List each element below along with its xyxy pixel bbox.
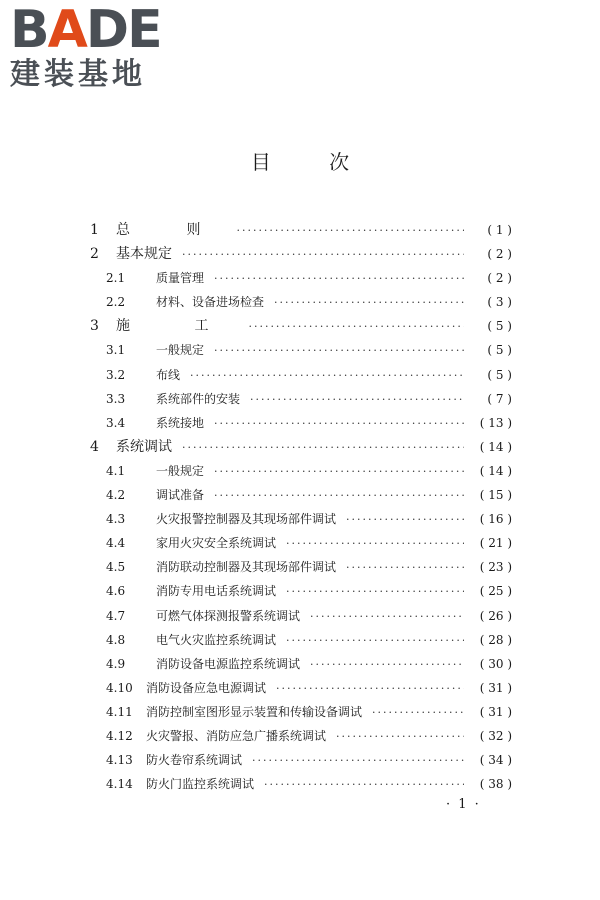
toc-leader-dots xyxy=(286,629,464,653)
toc-entry[interactable] xyxy=(86,652,512,676)
toc-entry-page: ( 14 ) xyxy=(479,463,512,478)
toc-entry-title: 布线 xyxy=(156,367,181,382)
toc-entry-title: 消防专用电话系统调试 xyxy=(156,584,277,599)
toc-entry[interactable] xyxy=(86,338,512,362)
toc-entry[interactable] xyxy=(86,314,512,338)
toc-entry-title: 调试准备 xyxy=(156,488,205,503)
toc-entry[interactable] xyxy=(86,555,512,579)
toc-entry-page: ( 16 ) xyxy=(479,512,512,527)
toc-entry-number: 4.2 xyxy=(106,488,126,503)
toc-entry-number: 4 xyxy=(90,438,99,455)
toc-entry-title: 系统接地 xyxy=(156,415,205,430)
page-number: · 1 · xyxy=(446,797,481,812)
toc-leader-dots xyxy=(214,484,464,508)
toc-entry-number: 2.2 xyxy=(106,295,126,310)
toc-leader-dots xyxy=(346,508,464,532)
toc-entry-number: 4.3 xyxy=(106,512,126,527)
toc-entry[interactable] xyxy=(86,459,512,483)
toc-entry-page: ( 32 ) xyxy=(479,728,512,743)
toc-entry-number: 3.3 xyxy=(106,391,126,406)
toc-entry-title: 防火门监控系统调试 xyxy=(146,777,255,792)
page-title: 目 次 xyxy=(250,150,376,174)
toc-entry[interactable] xyxy=(86,290,512,314)
toc-entry-title: 一般规定 xyxy=(156,463,205,478)
toc-entry-title: 消防控制室图形显示装置和传输设备调试 xyxy=(146,704,363,719)
toc-entry-page: ( 2 ) xyxy=(487,271,512,286)
toc-leader-dots xyxy=(214,460,464,484)
logo-letter-a: A xyxy=(47,0,86,60)
toc-entry[interactable] xyxy=(86,700,512,724)
toc-entry[interactable] xyxy=(86,604,512,628)
toc-entry-page: ( 31 ) xyxy=(479,704,512,719)
toc-leader-dots xyxy=(236,219,464,243)
toc-leader-dots xyxy=(276,677,464,701)
toc-entry-title: 电气火灾监控系统调试 xyxy=(156,632,277,647)
toc-leader-dots xyxy=(214,339,464,363)
logo-subtitle: 建装基地 xyxy=(10,57,146,92)
toc-leader-dots xyxy=(264,773,464,797)
toc-entry-title: 家用火灾安全系统调试 xyxy=(156,536,277,551)
toc-entry[interactable] xyxy=(86,363,512,387)
toc-entry-title: 总 则 xyxy=(116,222,227,238)
toc-entry[interactable] xyxy=(86,242,512,266)
toc-entry-number: 4.5 xyxy=(106,560,126,575)
toc-entry[interactable] xyxy=(86,411,512,435)
toc-entry-title: 可燃气体探测报警系统调试 xyxy=(156,608,301,623)
toc-entry[interactable] xyxy=(86,266,512,290)
toc-entry[interactable] xyxy=(86,748,512,772)
toc-entry-number: 2.1 xyxy=(106,271,126,286)
toc-entry-title: 系统部件的安装 xyxy=(156,391,241,406)
logo-letter-e: E xyxy=(127,0,161,60)
toc-leader-dots xyxy=(310,605,464,629)
toc-entry-page: ( 15 ) xyxy=(479,488,512,503)
toc-entry-number: 3.4 xyxy=(106,415,126,430)
toc-entry-page: ( 21 ) xyxy=(479,536,512,551)
toc-leader-dots xyxy=(252,749,464,773)
toc-entry-title: 火灾报警控制器及其现场部件调试 xyxy=(156,512,337,527)
toc-entry-page: ( 34 ) xyxy=(479,753,512,768)
toc-entry-title: 消防联动控制器及其现场部件调试 xyxy=(156,560,337,575)
toc-entry-number: 2 xyxy=(90,246,99,263)
toc-entry-title: 基本规定 xyxy=(116,246,172,263)
toc-entry-number: 4.12 xyxy=(106,728,133,743)
toc-entry-title: 消防设备应急电源调试 xyxy=(146,680,267,695)
toc-entry-number: 1 xyxy=(90,222,99,238)
toc-entry[interactable] xyxy=(86,579,512,603)
logo-letter-b: B xyxy=(10,0,48,60)
toc-entry-number: 3.2 xyxy=(106,367,126,382)
toc-entry-number: 4.6 xyxy=(106,584,126,599)
toc-entry-title: 火灾警报、消防应急广播系统调试 xyxy=(146,728,327,743)
toc-entry-number: 4.10 xyxy=(106,680,133,695)
toc-entry-number: 4.9 xyxy=(106,656,126,671)
toc-entry-number: 4.8 xyxy=(106,632,126,647)
toc-leader-dots xyxy=(336,725,464,749)
toc-entry-title: 消防设备电源监控系统调试 xyxy=(156,656,301,671)
toc-entry-title: 施 工 xyxy=(116,318,239,335)
toc-entry-title: 防火卷帘系统调试 xyxy=(146,753,243,768)
toc-leader-dots xyxy=(250,388,464,412)
toc-leader-dots xyxy=(214,267,464,291)
logo-letter-d: D xyxy=(85,0,128,60)
toc-leader-dots xyxy=(214,412,464,436)
toc-entry-page: ( 38 ) xyxy=(479,777,512,792)
toc-entry-page: ( 5 ) xyxy=(487,367,512,382)
toc-entry[interactable] xyxy=(86,772,512,796)
toc-entry-page: ( 5 ) xyxy=(487,319,512,334)
toc-entry[interactable] xyxy=(86,218,512,242)
toc-entry-number: 4.1 xyxy=(106,463,126,478)
toc-entry-page: ( 2 ) xyxy=(487,247,512,262)
toc-entry-page: ( 1 ) xyxy=(487,223,512,237)
toc-leader-dots xyxy=(182,436,464,460)
toc-leader-dots xyxy=(346,556,464,580)
toc-entry[interactable] xyxy=(86,483,512,507)
toc-entry[interactable] xyxy=(86,435,512,459)
toc-entry-page: ( 28 ) xyxy=(479,632,512,647)
toc-entry-number: 3 xyxy=(90,318,99,335)
toc-entry-page: ( 30 ) xyxy=(479,656,512,671)
toc-entry-page: ( 5 ) xyxy=(487,343,512,358)
toc-entry-title: 材料、设备进场检查 xyxy=(156,295,265,310)
toc-leader-dots xyxy=(372,701,464,725)
bade-logo xyxy=(10,0,175,92)
toc-entry-title: 一般规定 xyxy=(156,343,205,358)
toc-entry-page: ( 26 ) xyxy=(479,608,512,623)
toc-leader-dots xyxy=(190,364,464,388)
table-of-contents xyxy=(86,218,512,796)
toc-entry-page: ( 31 ) xyxy=(479,680,512,695)
toc-entry-number: 3.1 xyxy=(106,343,126,358)
toc-entry-title: 质量管理 xyxy=(156,271,205,286)
toc-entry-page: ( 3 ) xyxy=(487,295,512,310)
toc-entry[interactable] xyxy=(86,676,512,700)
toc-entry-title: 系统调试 xyxy=(116,438,172,455)
toc-leader-dots xyxy=(248,315,464,339)
toc-leader-dots xyxy=(310,653,464,677)
toc-entry-page: ( 25 ) xyxy=(479,584,512,599)
toc-leader-dots xyxy=(182,243,464,267)
toc-entry-number: 4.11 xyxy=(106,704,133,719)
toc-entry-page: ( 14 ) xyxy=(479,439,512,454)
toc-entry[interactable] xyxy=(86,531,512,555)
toc-entry-number: 4.13 xyxy=(106,753,133,768)
logo-wordmark xyxy=(10,0,175,60)
toc-entry[interactable] xyxy=(86,387,512,411)
toc-leader-dots xyxy=(286,580,464,604)
toc-entry[interactable] xyxy=(86,628,512,652)
toc-entry-number: 4.7 xyxy=(106,608,126,623)
toc-entry-page: ( 23 ) xyxy=(479,560,512,575)
toc-entry-number: 4.14 xyxy=(106,777,133,792)
toc-entry-page: ( 13 ) xyxy=(479,415,512,430)
toc-leader-dots xyxy=(286,532,464,556)
toc-entry[interactable] xyxy=(86,724,512,748)
toc-leader-dots xyxy=(274,291,464,315)
toc-entry-number: 4.4 xyxy=(106,536,126,551)
toc-entry-page: ( 7 ) xyxy=(487,391,512,406)
toc-entry[interactable] xyxy=(86,507,512,531)
